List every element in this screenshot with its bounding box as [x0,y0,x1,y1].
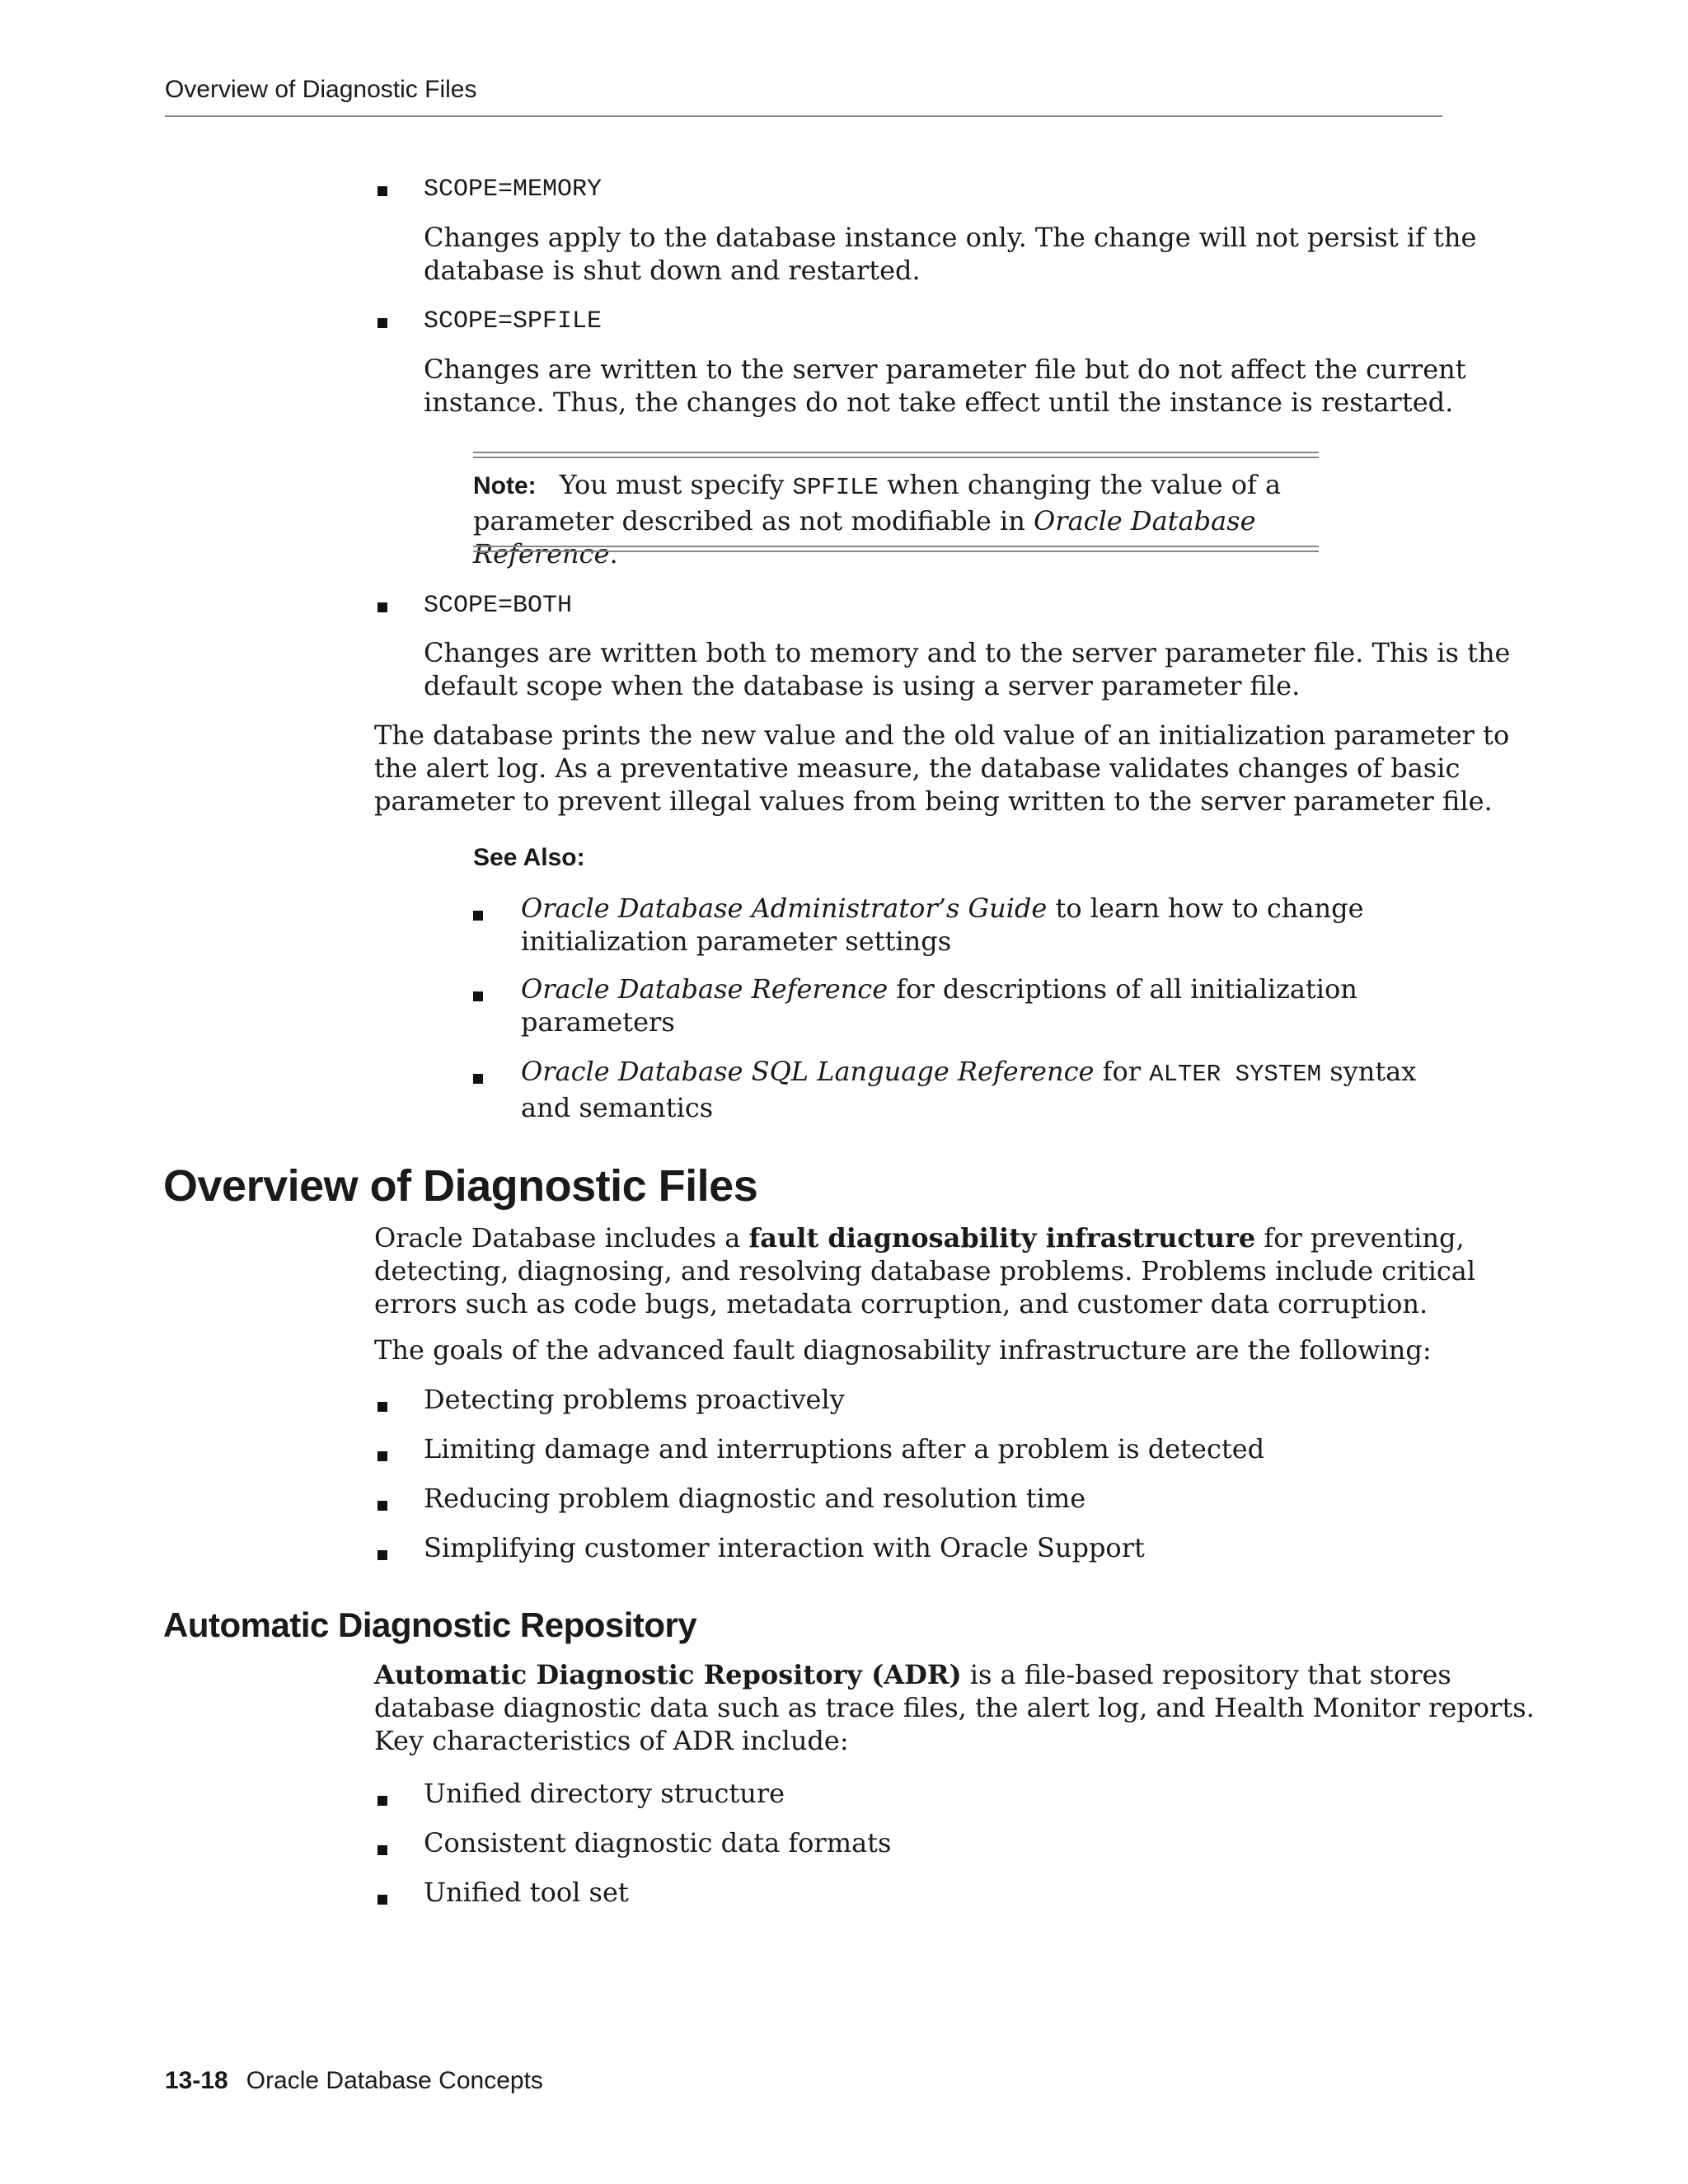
goal-item: Limiting damage and interruptions after a problem is detected [424,1433,1265,1465]
text-line: default scope when the database is using a server parameter file. [424,670,1301,701]
scope-memory-desc [424,221,1476,287]
text-line: Key characteristics of ADR include: [374,1725,849,1756]
term-bold: Automatic Diagnostic Repository (ADR) [374,1659,962,1690]
note-text: . [609,538,618,569]
text-line [521,1055,1416,1091]
note-text: parameter described as not modifiable in [473,505,1034,537]
term-bold: fault diagnosability infrastructure [748,1222,1256,1254]
book-ref: Oracle Database SQL Language Reference [521,1056,1095,1087]
bullet-square [377,1793,387,1809]
bullet-square [473,1071,483,1087]
adr-item: Consistent diagnostic data formats [424,1827,892,1858]
bullet-square [377,1399,387,1415]
item-text: to learn how to change [1047,893,1364,924]
adr-item: Unified directory structure [424,1778,785,1809]
code-text: ALTER SYSTEM [1149,1061,1322,1088]
text-line: parameter to prevent illegal values from being written to the server parameter file. [374,785,1493,817]
bullet-square [473,989,483,1005]
text-line: database diagnostic data such as trace files, the alert log, and Health Monitor reports. [374,1692,1535,1723]
section2-intro [374,1658,1535,1757]
section-heading: Overview of Diagnostic Files [163,1161,758,1211]
text-line: initialization parameter settings [521,926,952,957]
goal-item: Reducing problem diagnostic and resolution time [424,1483,1086,1514]
book-title: Oracle Database Concepts [246,2067,543,2094]
note-bottom-rule [473,546,1319,552]
bullet-square [377,316,387,331]
bullet-square [377,1843,387,1858]
note-line-2 [473,504,1322,570]
scope-both-label: SCOPE=BOTH [424,592,573,620]
text-line [374,1221,1475,1254]
see-also-label: See Also: [473,844,585,871]
text-line [521,972,1357,1005]
bullet-square [377,1548,387,1563]
text-line [374,1658,1535,1691]
text-line: parameters [521,1006,675,1038]
item-text: syntax [1321,1056,1417,1087]
alert-log-paragraph [374,719,1509,818]
item-text: for descriptions of all initialization [888,973,1357,1005]
book-ref: Oracle Database Reference [521,973,889,1005]
note-book-ref: Oracle Database Reference [473,505,1256,569]
bullet-square [377,1892,387,1908]
text-line: The database prints the new value and the old value of an initialization parameter to [374,719,1510,751]
book-ref: Oracle Database Administrator’s Guide [521,893,1048,924]
scope-spfile-label: SCOPE=SPFILE [424,307,603,335]
note-text: You must specify [559,469,793,500]
note-line-1 [473,468,1322,504]
subsection-heading: Automatic Diagnostic Repository [163,1605,697,1644]
intro-text: for preventing, [1255,1222,1465,1254]
section1-intro [374,1221,1475,1320]
note-text: when changing the value of a [878,469,1282,500]
text-line [521,892,1364,925]
adr-item: Unified tool set [424,1877,629,1908]
see-also-item [521,972,1357,1038]
intro-text: Oracle Database includes a [374,1222,749,1254]
see-also-item [521,892,1364,958]
text-line: database is shut down and restarted. [424,255,921,286]
note-code: SPFILE [792,474,879,501]
scope-memory-label: SCOPE=MEMORY [424,176,603,204]
text-line: detecting, diagnosing, and resolving database problems. Problems include critical [374,1255,1476,1286]
text-line: Changes are written to the server parameter file but do not affect the current [424,354,1466,385]
running-header: Overview of Diagnostic Files [165,76,477,103]
text-line: Changes apply to the database instance only. The change will not persist if the [424,222,1477,253]
page-footer [165,2067,543,2095]
note-label: Note: [473,472,537,499]
text-line: errors such as code bugs, metadata corruption, and customer data corruption. [374,1288,1428,1319]
goals-intro: The goals of the advanced fault diagnosability infrastructure are the following: [374,1334,1432,1366]
goal-item: Simplifying customer interaction with Oracle Support [424,1532,1145,1563]
bullet-square [377,1449,387,1465]
bullet-square [377,600,387,616]
intro-text: is a file-based repository that stores [961,1659,1451,1690]
bullet-square [473,908,483,924]
note-top-rule [473,452,1319,458]
scope-both-desc [424,636,1510,702]
bullet-square [377,1498,387,1514]
text-line: Changes are written both to memory and to the server parameter file. This is the [424,637,1511,668]
page-number: 13-18 [165,2067,228,2094]
bullet-square [377,184,387,199]
item-text: for [1094,1056,1150,1087]
text-line: instance. Thus, the changes do not take effect until the instance is restarted. [424,387,1454,418]
text-line: and semantics [521,1092,714,1123]
note-box [473,468,1322,570]
see-also-item [521,1055,1416,1124]
scope-spfile-desc [424,353,1466,419]
header-rule [165,115,1442,117]
goal-item: Detecting problems proactively [424,1384,845,1415]
text-line: the alert log. As a preventative measure, the database validates changes of basic [374,752,1461,784]
